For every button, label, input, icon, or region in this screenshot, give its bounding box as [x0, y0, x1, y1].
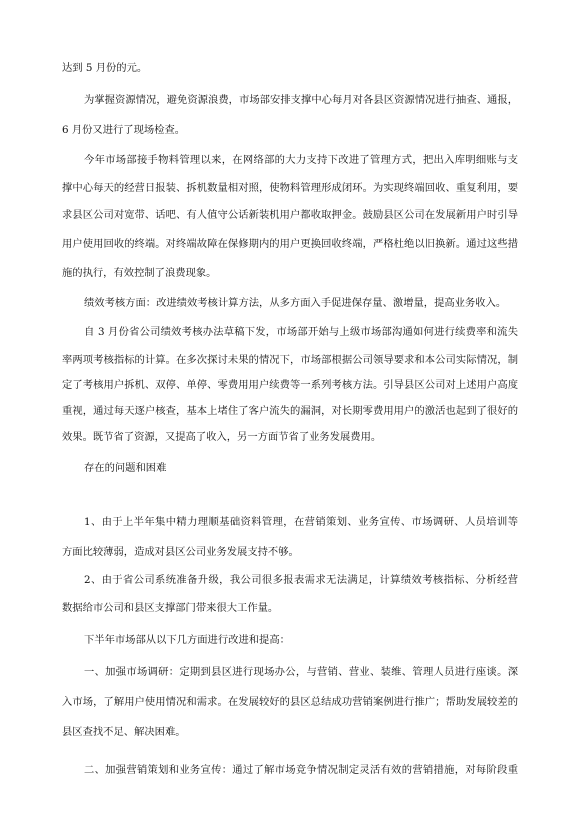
text-line: 二、加强营销策划和业务宣传：通过了解市场竞争情况制定灵活有效的营销措施，对每阶段重 — [84, 764, 518, 776]
text-line: 重视，通过每天逐户核查，基本上堵住了客户流失的漏洞，对长期零费用用户的激活也起到了很好的 — [62, 405, 518, 417]
text-line: 2、由于省公司系统准备升级，我公司很多报表需求无法满足，计算绩效考核指标、分析经营 — [84, 574, 518, 586]
text-line: 效果。既节省了资源，又提高了收入，另一方面节省了业务发展费用。 — [62, 431, 382, 443]
text-line: 下半年市场部从以下几方面进行改进和提高： — [84, 634, 290, 646]
text-line: 自 3 月份省公司绩效考核办法草稿下发，市场部开始与上级市场部沟通如何进行续费率和流失 — [84, 326, 518, 338]
text-line: 达到 5 月份的元。 — [62, 62, 148, 74]
text-line: 绩效考核方面：改进绩效考核计算方法，从多方面入手促进保存量、激增量，提高业务收入。 — [84, 297, 507, 309]
text-line: 率两项考核指标的计算。在多次探讨未果的情况下，市场部根据公司领导要求和本公司实际情况，制 — [62, 354, 518, 366]
text-line: 县区查找不足、解决困难。 — [62, 726, 186, 738]
text-line: 存在的问题和困难 — [84, 462, 167, 474]
text-line: 撑中心每天的经营日报装、拆机数量相对照，使物料管理形成闭环。为实现终端回收、重复利用，要 — [62, 182, 518, 194]
text-line: 今年市场部接手物料管理以来，在网络部的大力支持下改进了管理方式，把出入库明细账与支 — [84, 154, 518, 166]
text-line: 数据给市公司和县区支撑部门带来很大工作量。 — [62, 602, 279, 614]
text-line: 方面比较薄弱，造成对县区公司业务发展支持不够。 — [62, 546, 299, 558]
text-line: 入市场，了解用户使用情况和需求。在发展较好的县区总结成功营销案例进行推广；帮助发展较差的 — [62, 696, 518, 708]
text-line: 用户使用回收的终端。对终端故障在保修期内的用户更换回收终端，严格杜绝以旧换新。通过这些措 — [62, 238, 518, 250]
text-line: 一、加强市场调研：定期到县区进行现场办公，与营销、营业、装维、管理人员进行座谈。深 — [84, 666, 518, 678]
text-line: 6 月份又进行了现场检查。 — [62, 124, 186, 136]
text-line: 定了考核用户拆机、双停、单停、零费用用户续费等一系列考核方法。引导县区公司对上述用户高度 — [62, 379, 518, 391]
text-line: 求县区公司对宽带、话吧、有人值守公话新装机用户都收取押金。鼓励县区公司在发展新用户时引导 — [62, 209, 518, 221]
text-line: 1、由于上半年集中精力理顺基础资料管理，在营销策划、业务宣传、市场调研、人员培训等 — [84, 516, 518, 528]
text-line: 施的执行，有效控制了浪费现象。 — [62, 267, 217, 279]
text-line: 为掌握资源情况，避免资源浪费，市场部安排支撑中心每月对各县区资源情况进行抽查、通报， — [84, 94, 518, 106]
